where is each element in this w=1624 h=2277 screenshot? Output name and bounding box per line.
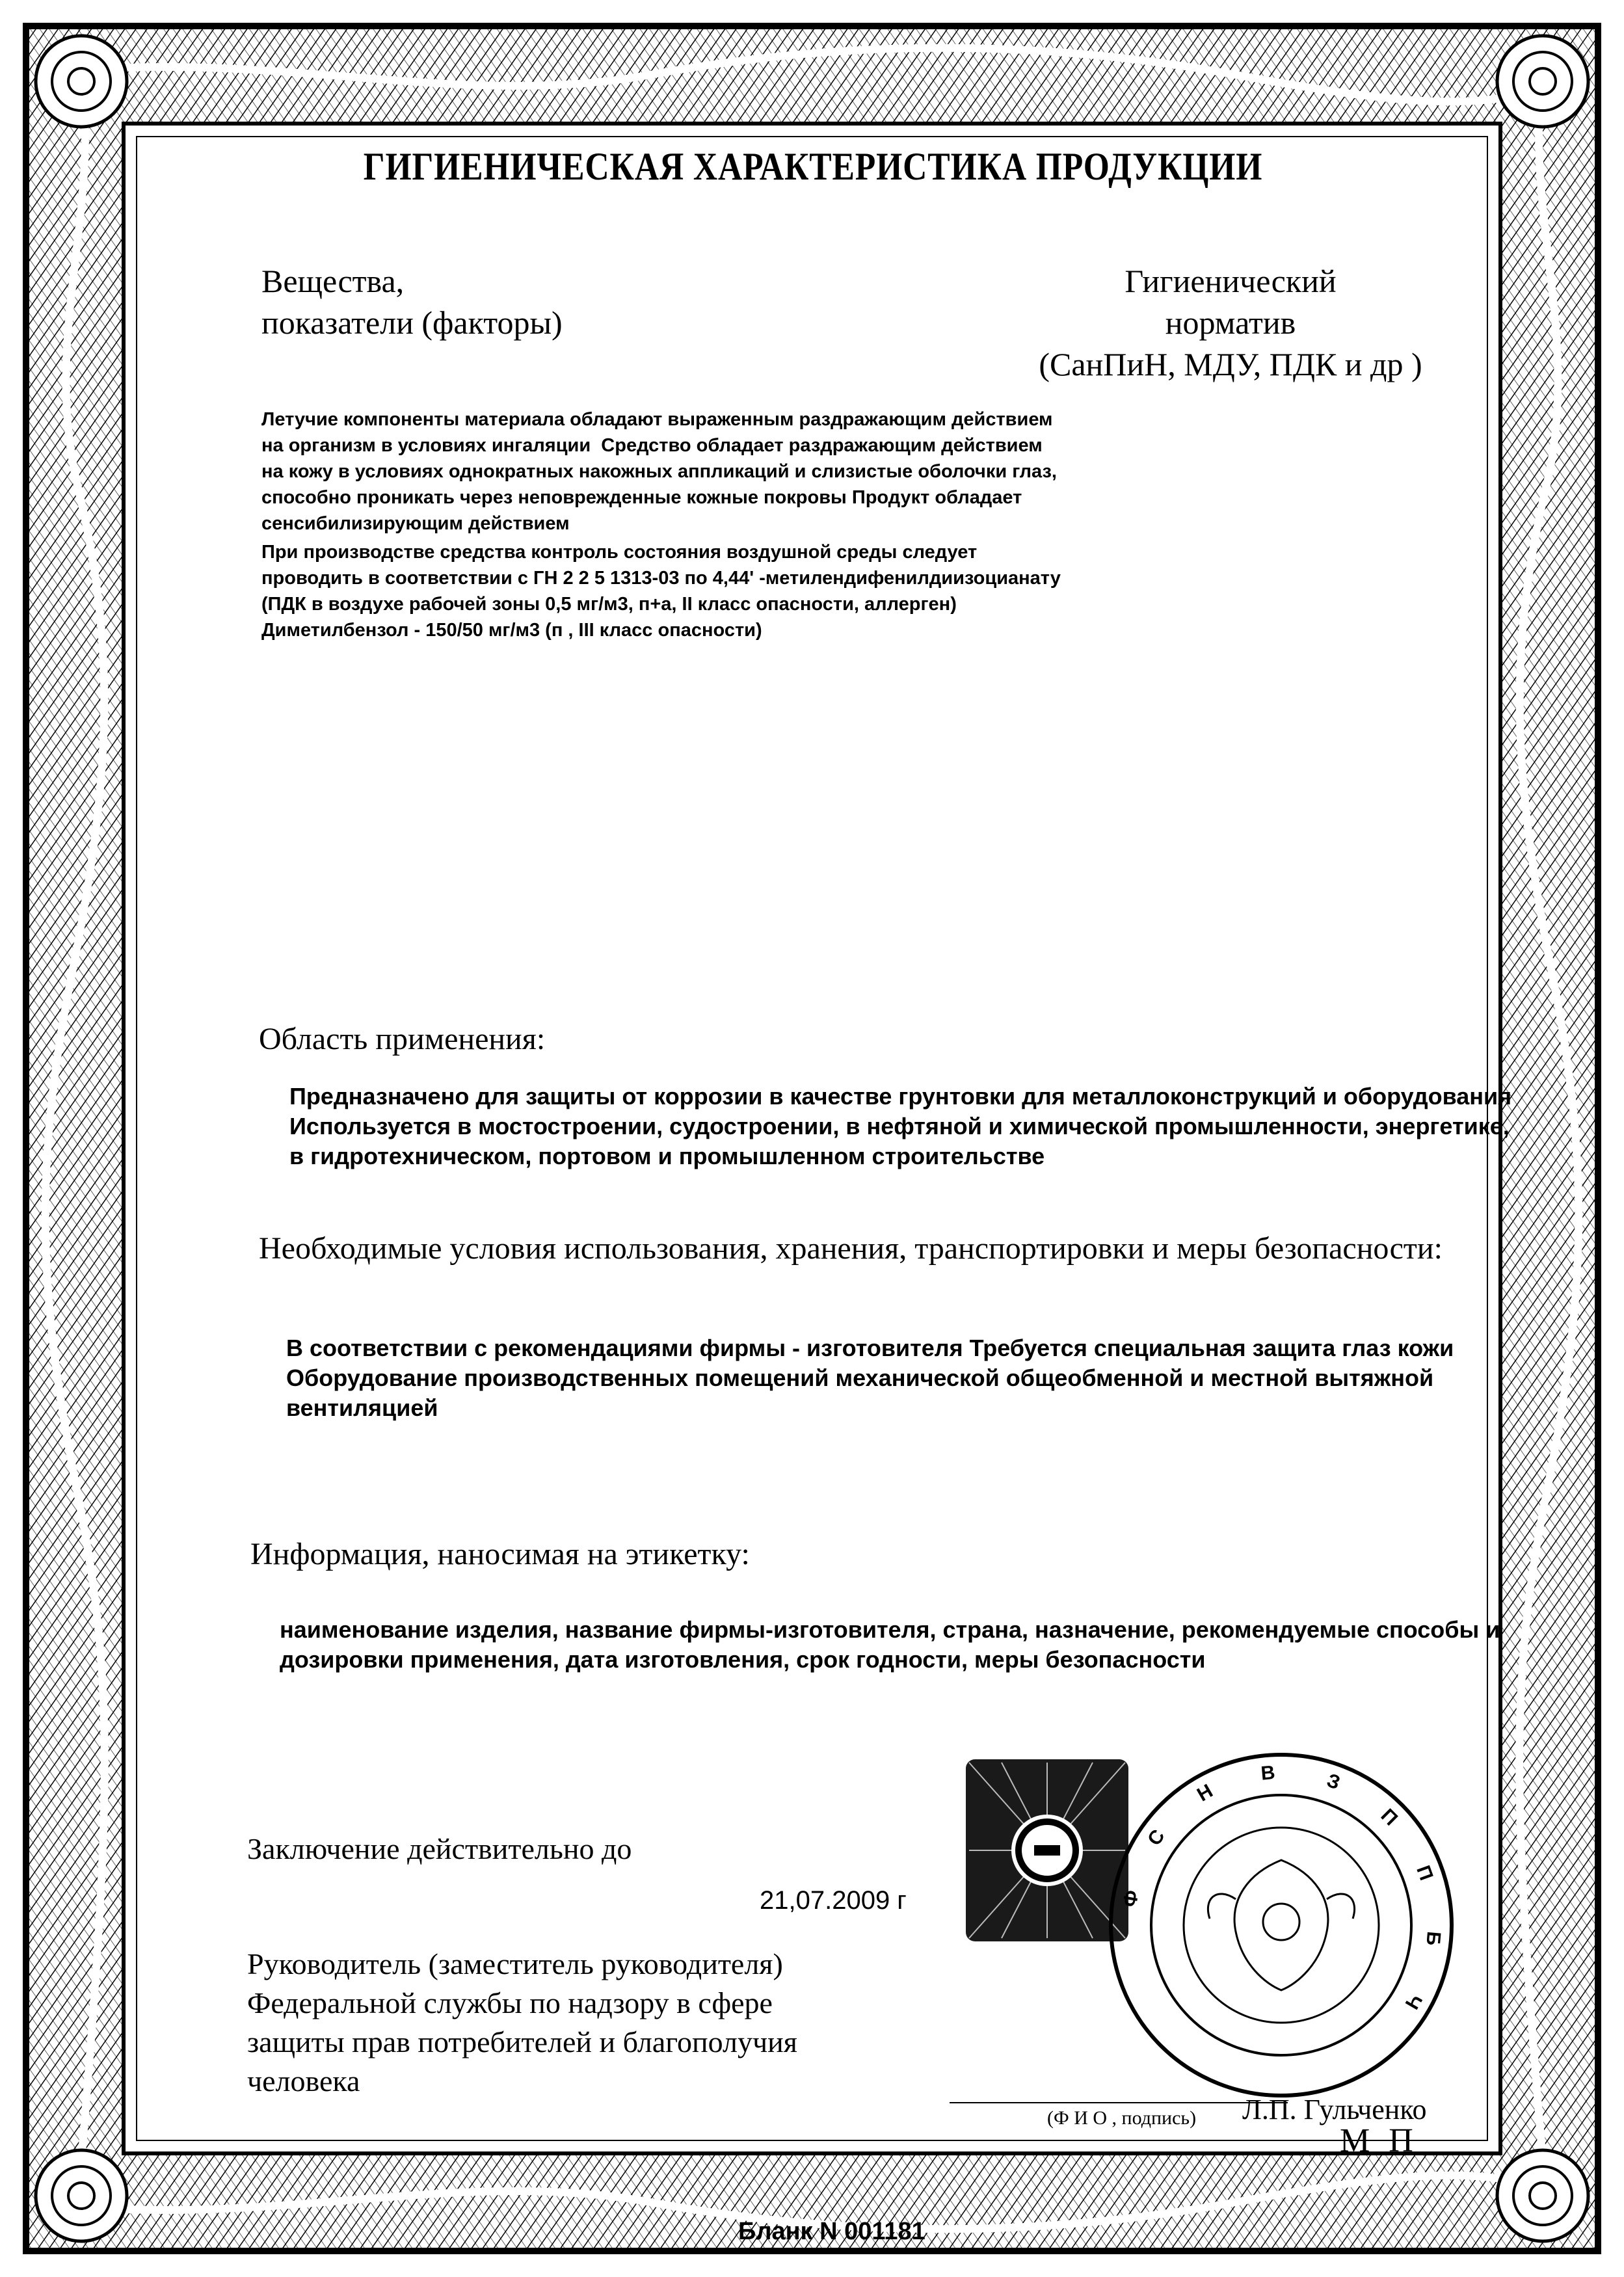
signatory-line: человека [247,2064,360,2097]
left-header-line-1: Вещества, [261,263,405,299]
stamp-place-mark: М П [1340,2122,1418,2159]
signatory-title [247,1945,898,2101]
svg-text:З: З [1324,1769,1343,1794]
norm-column-header [1003,260,1458,385]
svg-text:Ф: Ф [1119,1888,1143,1909]
application-heading: Область применения: [259,1022,546,1056]
fio-caption: (Ф И О , подпись) [1047,2107,1197,2129]
conditions-text: В соответствии с рекомендациями фирмы - изготовителя Требуется специальная защита глаз кожи Оборудование производственных помещений механической общеобменной и местной вытяжной вентиляцией [286,1335,1454,1421]
valid-until-date: 21,07.2009 г [760,1886,907,1915]
substance-paragraph: При производстве средства контроль состояния воздушной среды следует проводить в соответствии с ГН 2 2 5 1313-03 по 4,44' -метилендифенилдиизоцианату (ПДК в воздухе рабочей зоны 0,5 мг/м3, п+а, II класс опасности, аллерген) Диметилбензол - 150/50 мг/м3 (п , III класс опасности) [261,542,1061,641]
substances-column-header [261,260,563,343]
right-header-line-1: Гигиенический [1125,263,1337,299]
label-info-heading: Информация, наносимая на этикетку: [250,1537,750,1571]
substance-paragraph: Летучие компоненты материала обладают выраженным раздражающим действием на организм в условиях ингаляции Средство обладает раздражающим действием на кожу в условиях однократных накожных аппликаций и слизистые оболочки глаз, способно проникать через неповрежденные кожные покровы Продукт обладает сенсибилизирующим действием [261,409,1057,534]
svg-text:С: С [1143,1826,1169,1850]
signer-name: Л.П. Гульченко [1242,2094,1427,2125]
signatory-line: Руководитель (заместитель руководителя) [247,1947,783,1980]
right-header-line-3: (СанПиН, МДУ, ПДК и др ) [1039,346,1422,382]
right-header-line-2: норматив [1165,304,1296,341]
label-info-text: наименование изделия, название фирмы-изготовителя, страна, назначение, рекомендуемые способы и дозировки применения, дата изготовления, срок годности, меры безопасности [280,1616,1500,1673]
svg-text:П: П [1376,1804,1402,1830]
signature-line [950,2102,1288,2103]
left-header-line-2: показатели (факторы) [261,304,563,341]
svg-text:Н: Н [1193,1780,1217,1806]
official-seal-icon [1106,1750,1457,2101]
application-text: Предназначено для защиты от коррозии в качестве грунтовки для металлоконструкций и оборудования Используется в мостостроении, судостроении, в нефтяной и химической промышленности, энергетике, в гидротехническом, портовом и промышленном строительстве [289,1083,1512,1169]
svg-text:Ч: Ч [1400,1990,1426,2013]
form-number: Бланк N 001181 [738,2218,925,2245]
document-title: ГИГИЕНИЧЕСКАЯ ХАРАКТЕРИСТИКА ПРОДУКЦИИ [363,145,1263,188]
svg-text:В: В [1260,1762,1276,1785]
signatory-line: защиты прав потребителей и благополучия [247,2025,797,2058]
conditions-heading: Необходимые условия использования, хранения, транспортировки и меры безопасности: [259,1231,1443,1266]
substances-text [261,406,1172,646]
svg-text:Б: Б [1422,1930,1444,1947]
signatory-line: Федеральной службы по надзору в сфере [247,1986,773,2019]
conclusion-label: Заключение действительно до [247,1832,632,1865]
svg-text:П: П [1412,1863,1437,1884]
